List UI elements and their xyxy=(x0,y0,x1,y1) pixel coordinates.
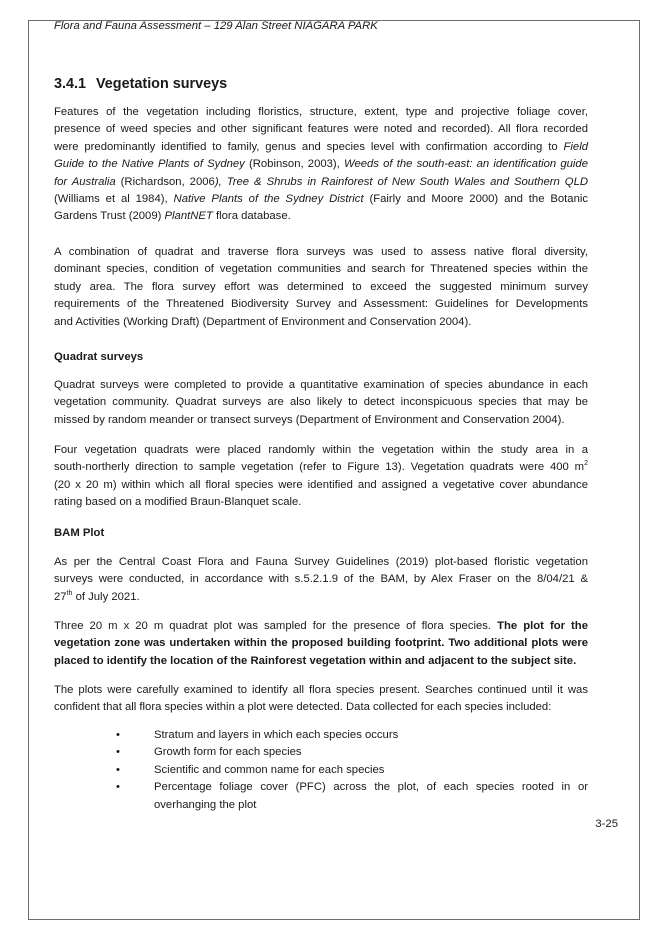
list-item: • Scientific and common name for each species xyxy=(54,762,588,779)
text-line: Three 20 m x 20 m quadrat plot was sampled for the presence of flora species. The plot for the xyxy=(54,620,588,632)
text-line: were predominantly identified to family, genus and species level with confirmation according to Field xyxy=(54,140,589,153)
text-line: missed by random meander or transect surveys (Department of Environment and Conservation 2004). xyxy=(54,413,565,426)
text-line: A combination of quadrat and traverse flora surveys was used to assess native floral diversity, xyxy=(54,246,588,258)
text-line: confident that all flora species within a plot were detected. Data collected for each species included: xyxy=(54,701,552,714)
paragraph-bam-guidelines xyxy=(54,554,588,606)
section-heading xyxy=(54,76,227,92)
list-item: • Growth form for each species xyxy=(54,744,588,761)
text-line: and Activities (Working Draft) (Department of Environment and Conservation 2004). xyxy=(54,315,472,328)
text-line: study area. The flora survey effort was determined to exceed the suggested minimum survey xyxy=(54,280,588,293)
text-line: (Williams et al 1984), Native Plants of the Sydney District (Fairly and Moore 2000) and the Botanic xyxy=(54,193,589,206)
running-header: Flora and Fauna Assessment – 129 Alan Street NIAGARA PARK xyxy=(54,20,378,32)
text-line: dominant species, condition of vegetation communities and search for Threatened species within the xyxy=(54,263,588,276)
paragraph-quadrat-surveys xyxy=(54,377,588,429)
section-title: Vegetation surveys xyxy=(96,76,228,92)
data-collected-list xyxy=(54,727,588,814)
bullet-icon: • xyxy=(116,763,120,776)
text-line: Guide to the Native Plants of Sydney (Robinson, 2003), Weeds of the south-east: an identification guide xyxy=(54,158,588,171)
bullet-icon: • xyxy=(116,729,120,741)
paragraph-plot-examination xyxy=(54,682,588,717)
text-line: placed to identify the location of the Rainforest vegetation within and adjacent to the subject site. xyxy=(54,654,577,667)
paragraph-vegetation-features xyxy=(54,104,588,226)
paragraph-survey-combination xyxy=(54,244,588,331)
text-line: The plots were carefully examined to identify all flora species present. Searches continued until it was xyxy=(54,684,588,696)
section-number: 3.4.1 xyxy=(54,76,87,92)
quadrat-surveys-heading: Quadrat surveys xyxy=(54,351,144,363)
text-line: Features of the vegetation including floristics, structure, extent, type and projective foliage cover, xyxy=(54,106,588,118)
bullet-icon: • xyxy=(116,781,120,794)
text-line: surveys were conducted, in accordance with s.5.2.1.9 of the BAM, by Alex Fraser on the 8/04/21 & xyxy=(54,573,588,586)
bullet-icon: • xyxy=(116,746,120,759)
text-line: (20 x 20 m) within which all floral species were identified and assigned a vegetative cover abundance xyxy=(54,478,588,491)
page-number: 3-25 xyxy=(595,818,618,830)
text-line: Four vegetation quadrats were placed randomly within the vegetation within the study area in a xyxy=(54,444,588,456)
text-line: 27th of July 2021. xyxy=(54,590,140,603)
text-line: As per the Central Coast Flora and Fauna Survey Guidelines (2019) plot-based floristic vegetation xyxy=(54,556,588,568)
paragraph-quadrat-plot xyxy=(54,618,588,670)
text-line: rating based on a modified Braun-Blanquet scale. xyxy=(54,496,302,509)
list-item: • Percentage foliage cover (PFC) across the plot, of each species rooted in or overhanging the plot xyxy=(116,781,588,811)
text-line: requirements of the Threatened Biodiversity Survey and Assessment: Guidelines for Developments xyxy=(54,298,588,311)
text-line: vegetation community. Quadrat surveys are also likely to detect inconspicuous species that may be xyxy=(54,396,588,409)
text-line: presence of weed species and other significant features were noted and recorded). All flora recorded xyxy=(54,123,588,136)
text-line: south-northerly direction to sample vegetation (refer to Figure 13). Vegetation quadrats were 400 $m^2$ xyxy=(54,460,588,474)
text-line: Quadrat surveys were completed to provide a quantitative examination of species abundance in each xyxy=(54,379,588,391)
paragraph-four-quadrats xyxy=(54,442,588,512)
text-line: Gardens Trust (2009) PlantNET flora database. xyxy=(54,210,291,223)
text-line: for Australia (Richardson, 2006), Tree & Shrubs in Rainforest of New South Wales and Southern QLD xyxy=(54,175,589,188)
text-line: vegetation zone was undertaken within the proposed building footprint. Two additional plots were xyxy=(54,637,588,650)
list-item: • Stratum and layers in which each species occurs xyxy=(54,727,588,744)
bam-plot-heading: BAM Plot xyxy=(54,527,105,539)
